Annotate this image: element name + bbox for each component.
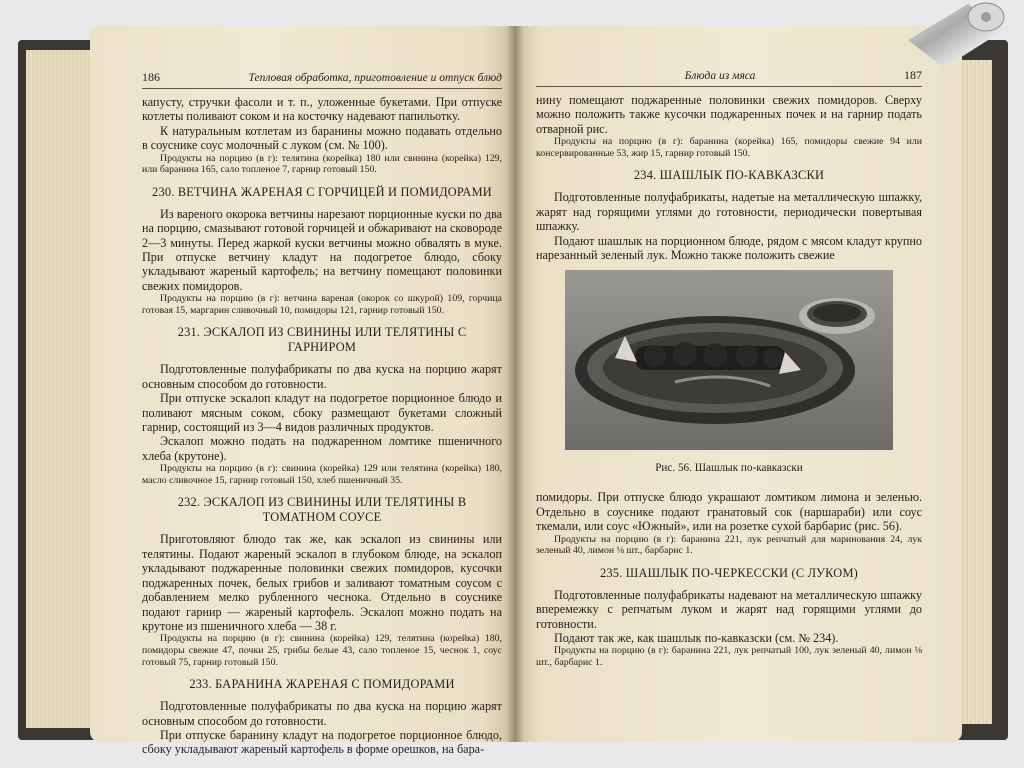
right-running-head	[536, 68, 922, 87]
right-page	[514, 26, 962, 742]
shashlik-plate-illustration	[565, 270, 893, 450]
metal-cylinder-object	[898, 0, 1008, 70]
recipe-title: 232. ЭСКАЛОП ИЗ СВИНИНЫ ИЛИ ТЕЛЯТИНЫ В ТОМАТНОМ СОУСЕ	[177, 495, 467, 525]
products-note: Продукты на порцию (в г): свинина (корейка) 129 или телятина (корейка) 180, масло сливочное 15, гарнир готовый 150, хлеб пшеничный 35.	[142, 463, 502, 486]
recipe-text: Подготовленные полуфабрикаты по два куска на порцию жарят основным способом до готовности.	[142, 699, 502, 728]
figure-caption: Рис. 56. Шашлык по-кавказски	[655, 462, 803, 475]
book-spine-shadow	[506, 26, 524, 742]
left-page	[90, 26, 514, 757]
page-edges-left	[26, 50, 96, 728]
recipe-text: При отпуске баранину кладут на подогретое порционное блюдо, сбоку укладывают жареный картофель в форме орешков, на бара-	[142, 727, 502, 757]
products-note: Продукты на порцию (в г): баранина 221, лук репчатый для маринования 24, лук зеленый 40, лимон ⅛ шт., барбарис 1.	[536, 533, 922, 557]
right-running-title: Блюда из мяса	[684, 70, 756, 82]
recipe-text: При отпуске эскалоп кладут на подогретое порционное блюдо и поливают мясным соком, сбоку размещают букетами сложный гарнир, состоящий из 3—4 видов различных продуктов.	[142, 391, 502, 435]
recipe-text: Подают шашлык на порционном блюде, рядом с мясом кладут крупно нарезанный зеленый лук. Можно также положить свежие	[536, 233, 922, 263]
products-note: Продукты на порцию (в г): баранина 221, лук репчатый 100, лук зеленый 40, лимон ⅛ шт., барбарис 1.	[536, 645, 922, 669]
recipe-title: 234. ШАШЛЫК ПО-КАВКАЗСКИ	[633, 168, 825, 183]
left-continuation-text: капусту, стручки фасоли и т. п., уложенные букетами. При отпуске котлеты поливают соком и на косточку надевают папильотку.	[142, 95, 502, 124]
recipe-text: Подают так же, как шашлык по-кавказски (см. № 234).	[554, 631, 839, 646]
products-note: Продукты на порцию (в г): баранина (корейка) 165, помидоры свежие 94 или консервированные 53, жир 15, гарнир готовый 150.	[536, 136, 922, 159]
left-continuation-text: К натуральным котлетам из баранины можно подавать отдельно в соуснике соус молочный с луком (см. № 100).	[142, 123, 502, 153]
recipe-text: Подготовленные полуфабрикаты по два куска на порцию жарят основным способом до готовности.	[142, 362, 502, 391]
recipe-title: 230. ВЕТЧИНА ЖАРЕНАЯ С ГОРЧИЦЕЙ И ПОМИДОРАМИ	[152, 184, 492, 199]
left-page-number: 186	[142, 70, 160, 84]
left-running-head	[142, 70, 502, 89]
right-continuation-text: нину помещают поджаренные половинки свежих помидоров. Сверху можно положить также кусочки поджаренных почек и на гарнир подать отварной рис.	[536, 93, 922, 136]
products-note: Продукты на порцию (в г): свинина (корейка) 129, телятина (корейка) 180, помидоры свежие 47, почки 25, грибы белые 43, сало топленое 15, чеснок 1, соус готовый 75, гарнир готовый 150.	[142, 633, 502, 668]
recipe-text: Из вареного окорока ветчины нарезают порционные куски по два на порцию, смазывают готовой горчицей и обжаривают на сковороде 2—3 минуты. Перед жаркой куски ветчины можно обвалять в муке. При отпуске ветчину кладут на подогретое блюдо, сбоку укладывают жареный картофель; на ветчину помещают половинки свежих помидоров.	[142, 206, 502, 293]
recipe-text: Подготовленные полуфабрикаты, надетые на металлическую шпажку, жарят над горящими углями до готовности, периодически повертывая шпажку.	[536, 190, 922, 234]
products-note: Продукты на порцию (в г): телятина (корейка) 180 или свинина (корейка) 129, или баранина 165, сало топленое 7, гарнир готовый 150.	[142, 152, 502, 176]
right-page-number: 187	[904, 68, 922, 82]
recipe-text: помидоры. При отпуске блюдо украшают ломтиком лимона и зеленью. Отдельно в соуснике подают гранатовый сок (наршараби) или соус ткемали, или соус «Южный», или на розетке сухой барбарис (рис. 56).	[536, 490, 922, 534]
recipe-text: Приготовляют блюдо так же, как эскалоп из свинины или телятины. Подают жареный эскалоп в глубоком блюде, на эскалоп укладывают поджаренные половинки свежих помидоров, кусочки поджаренных почек, белых грибов и заливают томатным соусом с добавлением мелко рубленного чеснока. Отдельно в соуснике подают гарнир — жареный картофель. Эскалоп можно подать на крутоне из пшеничного хлеба — 38 г.	[142, 532, 502, 633]
shashlik-photo	[565, 270, 893, 450]
recipe-title: 233. БАРАНИНА ЖАРЕНАЯ С ПОМИДОРАМИ	[189, 677, 455, 692]
recipe-title: 231. ЭСКАЛОП ИЗ СВИНИНЫ ИЛИ ТЕЛЯТИНЫ С ГАРНИРОМ	[177, 325, 467, 355]
recipe-text: Эскалоп можно подать на поджаренном ломтике пшеничного хлеба (крутоне).	[142, 434, 502, 463]
recipe-title: 235. ШАШЛЫК ПО-ЧЕРКЕССКИ (С ЛУКОМ)	[599, 565, 859, 580]
products-note: Продукты на порцию (в г): ветчина вареная (окорок со шкурой) 109, горчица готовая 15, маргарин сливочный 10, помидоры 121, гарнир готовый 150.	[142, 293, 502, 316]
left-running-title: Тепловая обработка, приготовление и отпуск блюд	[248, 72, 502, 84]
recipe-text: Подготовленные полуфабрикаты надевают на металлическую шпажку вперемежку с репчатым луком и жарят над горящими углями до готовности.	[536, 587, 922, 631]
